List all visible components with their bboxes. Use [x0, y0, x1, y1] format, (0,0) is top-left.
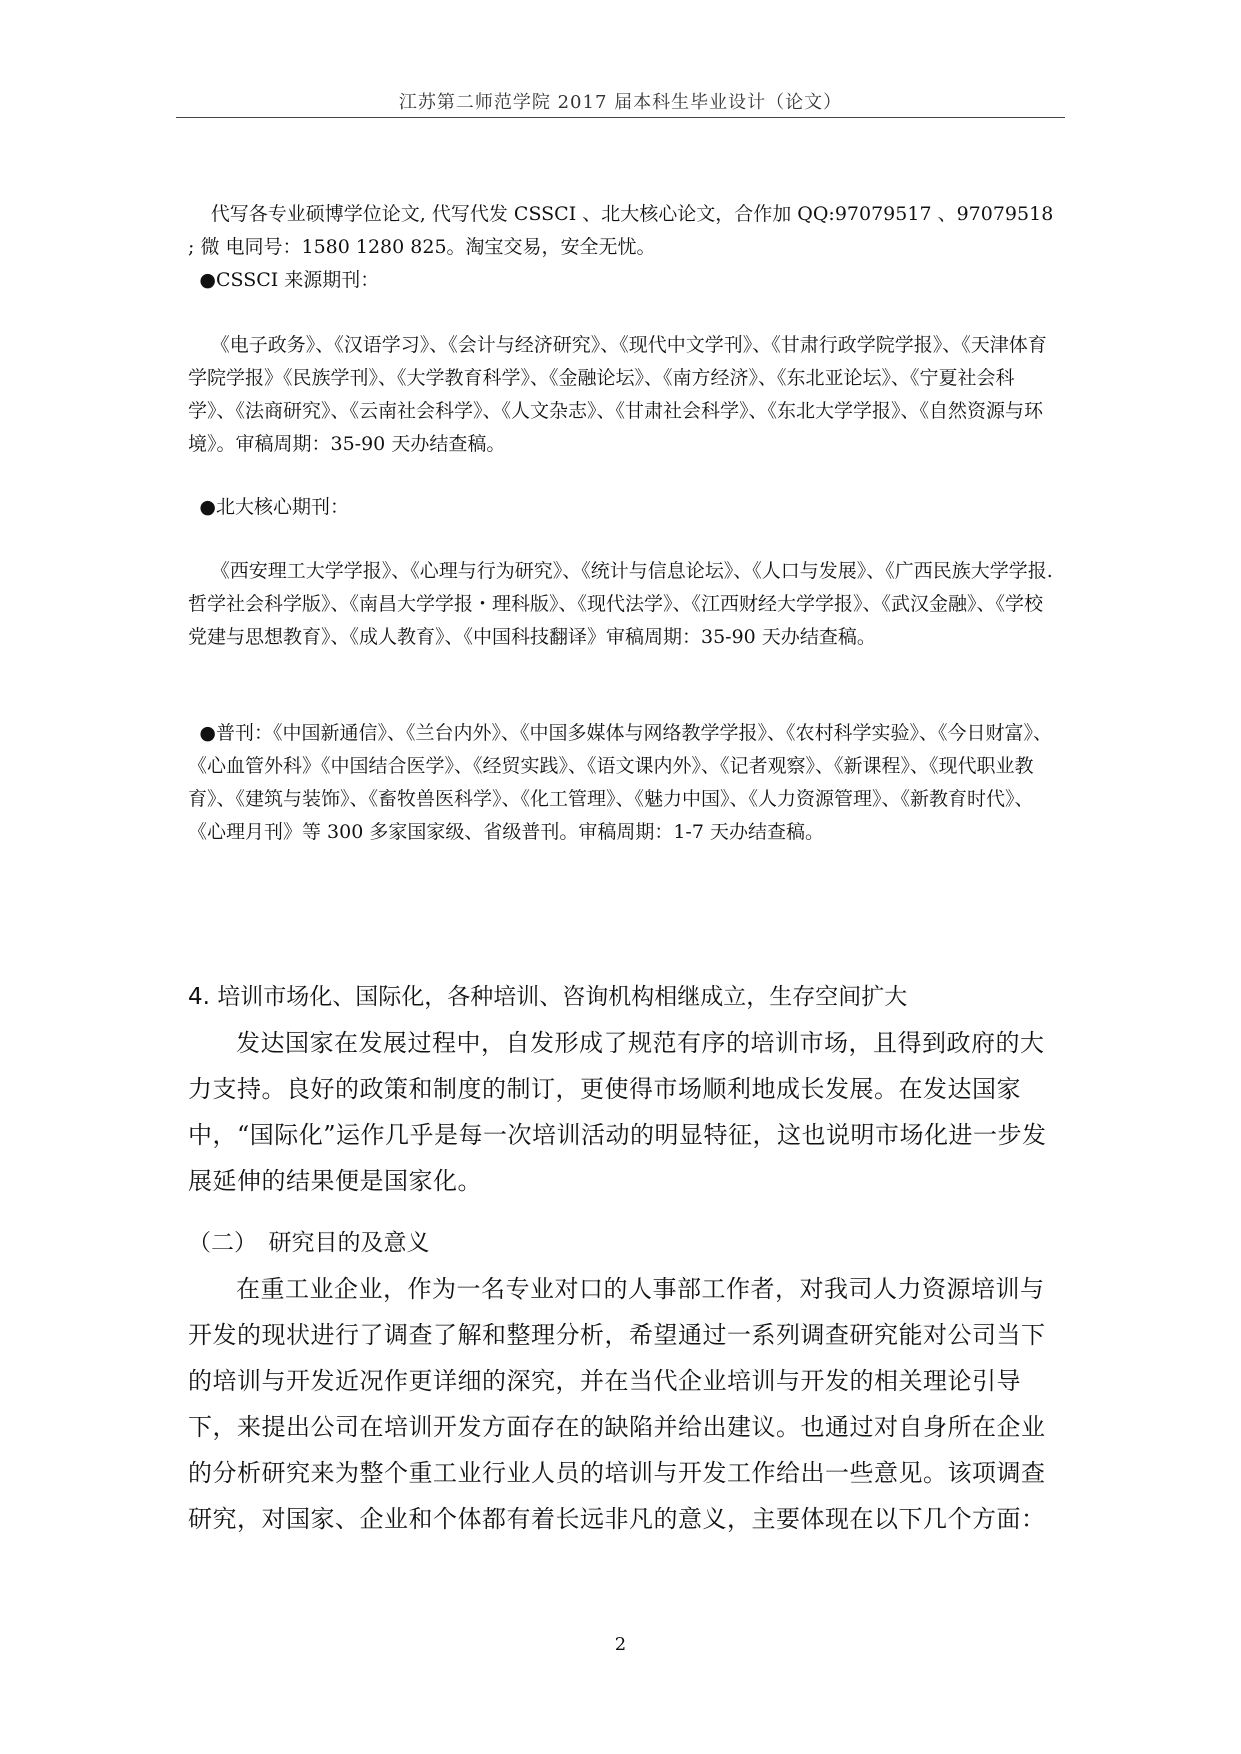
ad-intro-text: 代写各专业硕博学位论文, 代写代发 CSSCI 、北大核心论文，合作加 QQ:97079517 、97079518 ; 微 电同号：1580 1280 825。淘宝交易，安全无忧。 — [188, 203, 1054, 258]
pku-heading-block — [188, 491, 1056, 524]
subsection-2-title: （二） 研究目的及意义 — [188, 1230, 430, 1256]
ad-intro-block — [188, 198, 1056, 297]
cssci-heading: ●CSSCI 来源期刊： — [199, 269, 380, 291]
section-4-body: 发达国家在发展过程中，自发形成了规范有序的培训市场，且得到政府的大力支持。良好的政策和制度的制订，更使得市场顺利地成长发展。在发达国家中，“国际化”运作几乎是每一次培训活动的明显特征，这也说明市场化进一步发展延伸的结果便是国家化。 — [188, 1029, 1047, 1195]
subsection-2-body-block — [188, 1266, 1056, 1542]
page-header: 江苏第二师范学院 2017 届本科生毕业设计（论文） — [398, 92, 843, 113]
pku-list-block — [188, 555, 1056, 654]
general-list-block — [188, 717, 1056, 849]
pku-journal-list: 《西安理工大学学报》、《心理与行为研究》、《统计与信息论坛》、《人口与发展》、《广西民族大学学报.哲学社会科学版》、《南昌大学学报・理科版》、《现代法学》、《江西财经大学学报》、《武汉金融》、《学校党建与思想教育》、《成人教育》、《中国科技翻译》审稿周期：35-90 天办结查稿。 — [188, 560, 1053, 648]
cssci-list-block — [188, 329, 1056, 461]
header-divider — [176, 117, 1065, 118]
pku-heading: ●北大核心期刊： — [199, 496, 349, 518]
page-number: 2 — [614, 1634, 627, 1655]
subsection-2-body: 在重工业企业，作为一名专业对口的人事部工作者，对我司人力资源培训与开发的现状进行了调查了解和整理分析，希望通过一系列调查研究能对公司当下的培训与开发近况作更详细的深究，并在当代企业培训与开发的相关理论引导下，来提出公司在培训开发方面存在的缺陷并给出建议。也通过对自身所在企业的分析研究来为整个重工业行业人员的培训与开发工作给出一些意见。该项调查研究，对国家、企业和个体都有着长远非凡的意义，主要体现在以下几个方面： — [188, 1275, 1046, 1533]
section-4-title: 4. 培训市场化、国际化，各种培训、咨询机构相继成立，生存空间扩大 — [188, 984, 908, 1010]
cssci-journal-list: 《电子政务》、《汉语学习》、《会计与经济研究》、《现代中文学刊》、《甘肃行政学院学报》、《天津体育学院学报》《民族学刊》、《大学教育科学》、《金融论坛》、《南方经济》、《东北亚论坛》、《宁夏社会科学》、《法商研究》、《云南社会科学》、《人文杂志》、《甘肃社会科学》、《东北大学学报》、《自然资源与环境》。审稿周期：35-90 天办结查稿。 — [188, 334, 1047, 455]
section-4-body-block — [188, 1020, 1056, 1204]
general-journal-list: ●普刊：《中国新通信》、《兰台内外》、《中国多媒体与网络教学学报》、《农村科学实验》、《今日财富》、《心血管外科》《中国结合医学》、《经贸实践》、《语文课内外》、《记者观察》、《新课程》、《现代职业教育》、《建筑与装饰》、《畜牧兽医科学》、《化工管理》、《魅力中国》、《人力资源管理》、《新教育时代》、《心理月刊》等 300 多家国家级、省级普刊。审稿周期：1-7 天办结查稿。 — [188, 722, 1052, 843]
